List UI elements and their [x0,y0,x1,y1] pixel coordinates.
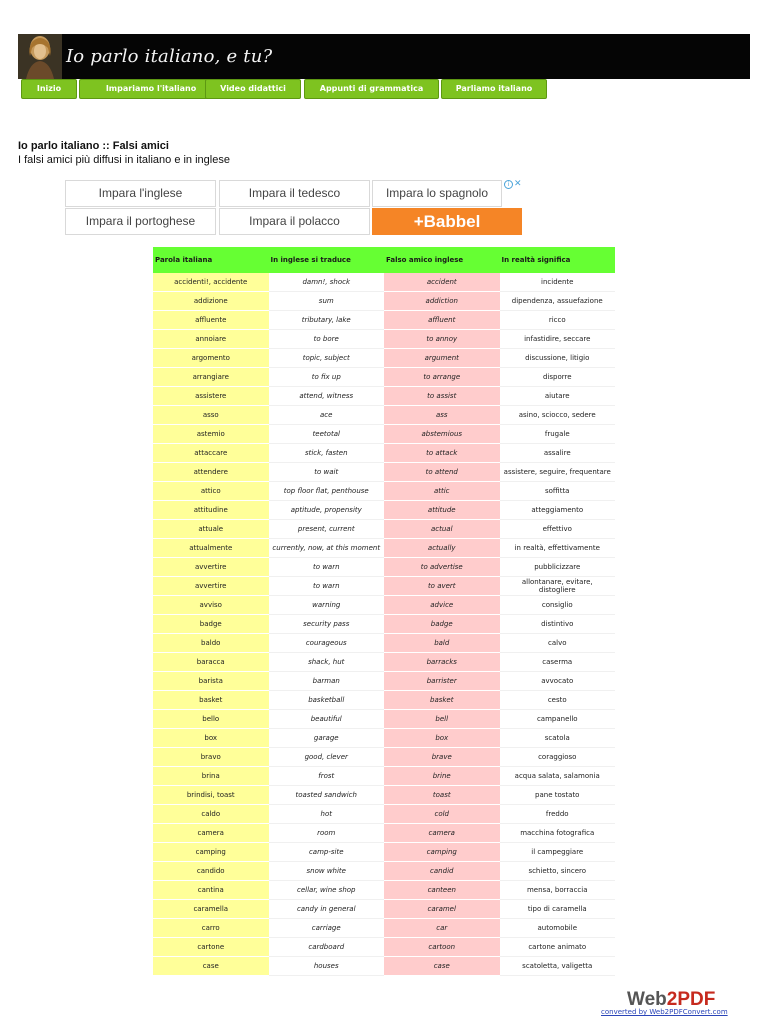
cell-significato: dipendenza, assuefazione [500,292,616,311]
cell-significato: schietto, sincero [500,862,616,881]
cell-traduzione: to warn [269,558,385,577]
table-row [153,748,615,767]
cell-parola-italiana: case [153,957,269,976]
cell-traduzione: teetotal [269,425,385,444]
table-row [153,330,615,349]
cell-parola-italiana: bravo [153,748,269,767]
web2pdf-link[interactable]: converted by Web2PDFConvert.com [601,1008,728,1016]
table-row [153,539,615,558]
cell-parola-italiana: addizione [153,292,269,311]
cell-parola-italiana: attitudine [153,501,269,520]
cell-falso-amico: cold [384,805,500,824]
table-row [153,406,615,425]
cell-parola-italiana: avvertire [153,577,269,596]
table-row [153,653,615,672]
cell-traduzione: room [269,824,385,843]
cell-falso-amico: to annoy [384,330,500,349]
web2pdf-logo [627,990,723,1010]
table-row [153,919,615,938]
web2pdf-logo-part2: 2PDF [666,989,716,1010]
cell-traduzione: basketball [269,691,385,710]
table-row [153,558,615,577]
header-significa: In realtà significa [501,256,571,264]
table-row [153,577,615,596]
cell-parola-italiana: cartone [153,938,269,957]
ad-link-spagnolo[interactable]: Impara lo spagnolo [372,180,502,207]
cell-significato: in realtà, effettivamente [500,539,616,558]
cell-significato: scatoletta, valigetta [500,957,616,976]
cell-traduzione: beautiful [269,710,385,729]
cell-significato: discussione, litigio [500,349,616,368]
cell-traduzione: shack, hut [269,653,385,672]
cell-significato: mensa, borraccia [500,881,616,900]
cell-falso-amico: attitude [384,501,500,520]
table-row [153,824,615,843]
cell-falso-amico: candid [384,862,500,881]
cell-falso-amico: camera [384,824,500,843]
cell-falso-amico: actual [384,520,500,539]
cell-falso-amico: to advertise [384,558,500,577]
cell-traduzione: garage [269,729,385,748]
cell-parola-italiana: bello [153,710,269,729]
nav-item-video[interactable]: Video didattici [205,79,301,99]
nav-item-parliamo[interactable]: Parliamo italiano [441,79,547,99]
cell-traduzione: candy in general [269,900,385,919]
cell-significato: pubblicizzare [500,558,616,577]
table-row [153,425,615,444]
cell-falso-amico: to avert [384,577,500,596]
table-row [153,501,615,520]
cell-significato: pane tostato [500,786,616,805]
cell-falso-amico: caramel [384,900,500,919]
portrait-logo-icon [18,34,62,79]
header-parola-italiana: Parola italiana [155,256,213,264]
cell-traduzione: warning [269,596,385,615]
cell-traduzione: sum [269,292,385,311]
cell-parola-italiana: attendere [153,463,269,482]
cell-parola-italiana: brina [153,767,269,786]
cell-significato: freddo [500,805,616,824]
cell-significato: effettivo [500,520,616,539]
cell-falso-amico: bald [384,634,500,653]
cell-falso-amico: camping [384,843,500,862]
cell-parola-italiana: brindisi, toast [153,786,269,805]
false-friends-table [153,247,615,976]
table-row [153,710,615,729]
cell-significato: asino, sciocco, sedere [500,406,616,425]
nav-item-impariamo[interactable]: Impariamo l'italiano [79,79,223,99]
cell-parola-italiana: camping [153,843,269,862]
page-title: Io parlo italiano :: Falsi amici [18,140,169,152]
cell-traduzione: top floor flat, penthouse [269,482,385,501]
site-title: Io parlo italiano, e tu? [66,46,273,67]
cell-traduzione: good, clever [269,748,385,767]
cell-parola-italiana: barista [153,672,269,691]
cell-parola-italiana: carro [153,919,269,938]
cell-traduzione: tributary, lake [269,311,385,330]
cell-traduzione: to bore [269,330,385,349]
cell-significato: incidente [500,273,616,292]
cell-significato: acqua salata, salamonia [500,767,616,786]
cell-significato: cartone animato [500,938,616,957]
cell-traduzione: security pass [269,615,385,634]
cell-traduzione: damn!, shock [269,273,385,292]
cell-parola-italiana: cantina [153,881,269,900]
table-body [153,273,615,976]
cell-parola-italiana: attualmente [153,539,269,558]
cell-significato: assistere, seguire, frequentare [500,463,616,482]
cell-parola-italiana: badge [153,615,269,634]
cell-falso-amico: argument [384,349,500,368]
cell-falso-amico: basket [384,691,500,710]
cell-parola-italiana: accidenti!, accidente [153,273,269,292]
table-row [153,349,615,368]
cell-parola-italiana: avvertire [153,558,269,577]
table-row [153,520,615,539]
cell-significato: frugale [500,425,616,444]
babbel-ad-button[interactable]: +Babbel [372,208,522,235]
cell-significato: caserma [500,653,616,672]
cell-parola-italiana: candido [153,862,269,881]
cell-traduzione: aptitude, propensity [269,501,385,520]
table-row [153,387,615,406]
cell-falso-amico: ass [384,406,500,425]
cell-significato: soffitta [500,482,616,501]
cell-parola-italiana: basket [153,691,269,710]
cell-parola-italiana: affluente [153,311,269,330]
cell-significato: macchina fotografica [500,824,616,843]
cell-traduzione: barman [269,672,385,691]
table-row [153,368,615,387]
cell-traduzione: ace [269,406,385,425]
cell-traduzione: snow white [269,862,385,881]
cell-parola-italiana: box [153,729,269,748]
table-row [153,634,615,653]
cell-traduzione: cardboard [269,938,385,957]
web2pdf-logo-part1: Web [627,989,667,1010]
cell-falso-amico: actually [384,539,500,558]
cell-significato: aiutare [500,387,616,406]
cell-parola-italiana: attuale [153,520,269,539]
ad-link-polacco[interactable]: Impara il polacco [219,208,370,235]
cell-falso-amico: to arrange [384,368,500,387]
nav-item-inizio[interactable]: Inizio [21,79,77,99]
cell-significato: consiglio [500,596,616,615]
ad-link-portoghese[interactable]: Impara il portoghese [65,208,216,235]
table-row [153,900,615,919]
cell-parola-italiana: assistere [153,387,269,406]
cell-traduzione: attend, witness [269,387,385,406]
cell-falso-amico: brine [384,767,500,786]
table-row [153,596,615,615]
cell-traduzione: to warn [269,577,385,596]
cell-traduzione: currently, now, at this moment [269,539,385,558]
cell-falso-amico: advice [384,596,500,615]
cell-falso-amico: to assist [384,387,500,406]
cell-traduzione: to wait [269,463,385,482]
header-falso-amico: Falso amico inglese [386,256,464,264]
site-banner [18,34,750,79]
cell-significato: distintivo [500,615,616,634]
table-row [153,805,615,824]
cell-parola-italiana: astemio [153,425,269,444]
cell-parola-italiana: caramella [153,900,269,919]
table-row [153,615,615,634]
cell-significato: allontanare, evitare, distogliere [500,577,616,596]
cell-parola-italiana: attico [153,482,269,501]
cell-traduzione: houses [269,957,385,976]
cell-parola-italiana: asso [153,406,269,425]
table-row [153,444,615,463]
table-row [153,786,615,805]
cell-falso-amico: barrister [384,672,500,691]
nav-item-grammatica[interactable]: Appunti di grammatica [304,79,439,99]
cell-falso-amico: abstemious [384,425,500,444]
cell-traduzione: frost [269,767,385,786]
cell-significato: coraggioso [500,748,616,767]
cell-falso-amico: canteen [384,881,500,900]
cell-falso-amico: affluent [384,311,500,330]
cell-significato: tipo di caramella [500,900,616,919]
cell-falso-amico: addiction [384,292,500,311]
cell-falso-amico: bell [384,710,500,729]
close-icon[interactable]: ✕ [514,179,522,189]
cell-falso-amico: toast [384,786,500,805]
cell-parola-italiana: attaccare [153,444,269,463]
cell-traduzione: stick, fasten [269,444,385,463]
cell-significato: automobile [500,919,616,938]
table-header [153,247,615,273]
table-row [153,767,615,786]
table-row [153,862,615,881]
cell-falso-amico: to attend [384,463,500,482]
table-row [153,843,615,862]
table-row [153,463,615,482]
cell-parola-italiana: baldo [153,634,269,653]
cell-traduzione: camp-site [269,843,385,862]
table-row [153,881,615,900]
cell-traduzione: topic, subject [269,349,385,368]
cell-falso-amico: case [384,957,500,976]
cell-significato: calvo [500,634,616,653]
cell-significato: infastidire, seccare [500,330,616,349]
cell-traduzione: hot [269,805,385,824]
cell-significato: assalire [500,444,616,463]
cell-falso-amico: cartoon [384,938,500,957]
cell-parola-italiana: avviso [153,596,269,615]
cell-falso-amico: brave [384,748,500,767]
cell-parola-italiana: annoiare [153,330,269,349]
table-row [153,938,615,957]
info-icon[interactable]: i [504,180,513,189]
table-row [153,482,615,501]
cell-significato: il campeggiare [500,843,616,862]
cell-significato: disporre [500,368,616,387]
cell-parola-italiana: arrangiare [153,368,269,387]
cell-traduzione: present, current [269,520,385,539]
page-subtitle: I falsi amici più diffusi in italiano e in inglese [18,154,230,166]
table-row [153,311,615,330]
cell-significato: avvocato [500,672,616,691]
cell-parola-italiana: camera [153,824,269,843]
table-row [153,273,615,292]
cell-traduzione: courageous [269,634,385,653]
ad-link-inglese[interactable]: Impara l'inglese [65,180,216,207]
cell-traduzione: to fix up [269,368,385,387]
cell-traduzione: carriage [269,919,385,938]
table-row [153,672,615,691]
header-in-inglese: In inglese si traduce [270,256,351,264]
cell-falso-amico: box [384,729,500,748]
cell-traduzione: toasted sandwich [269,786,385,805]
cell-significato: atteggiamento [500,501,616,520]
ad-link-tedesco[interactable]: Impara il tedesco [219,180,370,207]
cell-falso-amico: car [384,919,500,938]
cell-falso-amico: barracks [384,653,500,672]
cell-parola-italiana: baracca [153,653,269,672]
table-row [153,729,615,748]
table-row [153,691,615,710]
cell-falso-amico: accident [384,273,500,292]
cell-parola-italiana: argomento [153,349,269,368]
cell-significato: scatola [500,729,616,748]
cell-significato: campanello [500,710,616,729]
cell-significato: cesto [500,691,616,710]
table-row [153,957,615,976]
cell-falso-amico: badge [384,615,500,634]
cell-falso-amico: to attack [384,444,500,463]
cell-falso-amico: attic [384,482,500,501]
cell-significato: ricco [500,311,616,330]
cell-parola-italiana: caldo [153,805,269,824]
table-row [153,292,615,311]
cell-traduzione: cellar, wine shop [269,881,385,900]
